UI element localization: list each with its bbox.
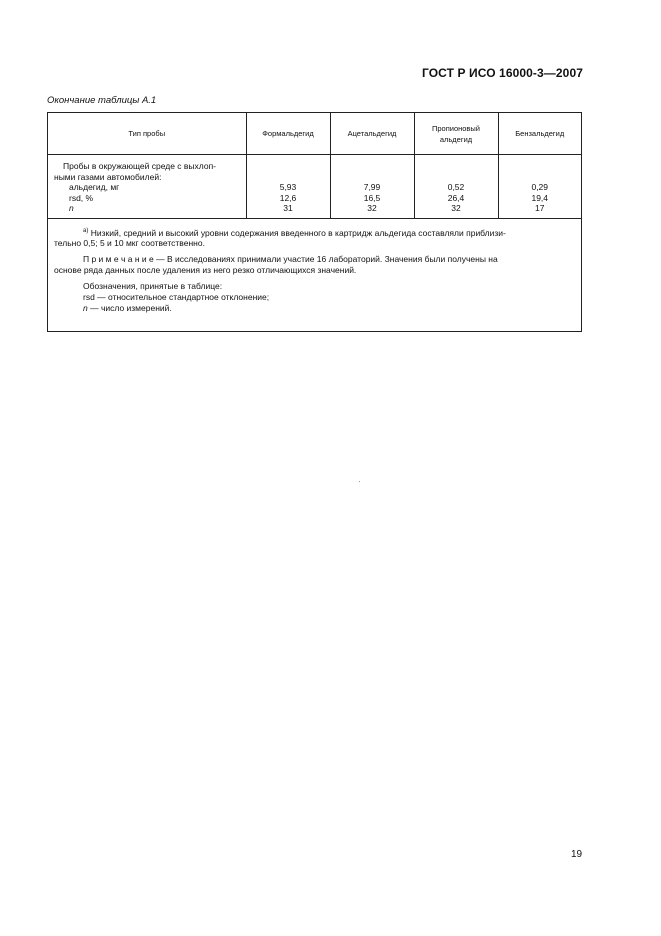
value-cell-acetaldehyde	[330, 155, 414, 219]
footnote-marker: а)	[83, 227, 89, 234]
value: 32	[451, 203, 461, 213]
row-title-line: Пробы в окружающей среде с выхлоп-	[63, 161, 216, 171]
value: 31	[283, 203, 293, 213]
footnote-text-cont: тельно 0,5; 5 и 10 мкг соответственно.	[54, 238, 205, 249]
column-header: Формальдегид	[246, 113, 330, 155]
value: 32	[367, 203, 377, 213]
document-code: ГОСТ Р ИСО 16000-3—2007	[421, 66, 583, 80]
footnote	[54, 226, 575, 250]
value: 12,6	[279, 192, 297, 203]
scan-speck	[359, 481, 360, 482]
value: 0,52	[447, 182, 465, 192]
value: 17	[535, 203, 545, 213]
table-row	[48, 155, 581, 219]
page-number: 19	[571, 849, 583, 860]
row-title-line: ными газами автомобилей:	[54, 171, 162, 182]
legend-n-symbol: n	[83, 303, 88, 314]
legend-title: Обозначения, принятые в таблице:	[83, 281, 223, 292]
value-cell-propionaldehyde	[414, 155, 498, 219]
value: 5,93	[279, 182, 297, 192]
table-header-row	[48, 113, 581, 155]
note-label: П р и м е ч а н и е —	[83, 254, 165, 265]
column-header: Тип пробы	[48, 113, 246, 155]
row-label: n	[69, 203, 74, 213]
legend-item-n	[54, 303, 575, 314]
row-label-cell	[48, 155, 246, 219]
note	[54, 254, 575, 276]
column-header: Бензальдегид	[498, 113, 581, 155]
footnote-text: Низкий, средний и высокий уровни содержания введенного в картридж альдегида составляли приблизи-	[90, 227, 506, 238]
value: 0,29	[531, 182, 549, 192]
value: 19,4	[531, 192, 549, 203]
note-text: В исследованиях принимали участие 16 лабораторий. Значения были получены на	[166, 254, 498, 265]
value-cell-formaldehyde	[246, 155, 330, 219]
table-frame	[47, 112, 582, 332]
legend-item-rsd: rsd — относительное стандартное отклонение;	[83, 292, 270, 303]
value: 16,5	[363, 192, 381, 203]
row-label: альдегид, мг	[69, 182, 120, 192]
legend-n-text: — число измерений.	[87, 303, 172, 314]
value-cell-benzaldehyde	[498, 155, 581, 219]
table-caption: Окончание таблицы А.1	[47, 95, 157, 106]
row-label: rsd, %	[69, 192, 94, 203]
legend	[54, 281, 575, 314]
column-header: Ацетальдегид	[330, 113, 414, 155]
value: 7,99	[363, 182, 381, 192]
table-notes	[48, 219, 581, 315]
note-text-cont: основе ряда данных после удаления из него резко отличающихся значений.	[54, 265, 357, 276]
data-table	[48, 113, 581, 219]
column-header: Пропионовый альдегид	[414, 113, 498, 155]
value: 26,4	[447, 192, 465, 203]
